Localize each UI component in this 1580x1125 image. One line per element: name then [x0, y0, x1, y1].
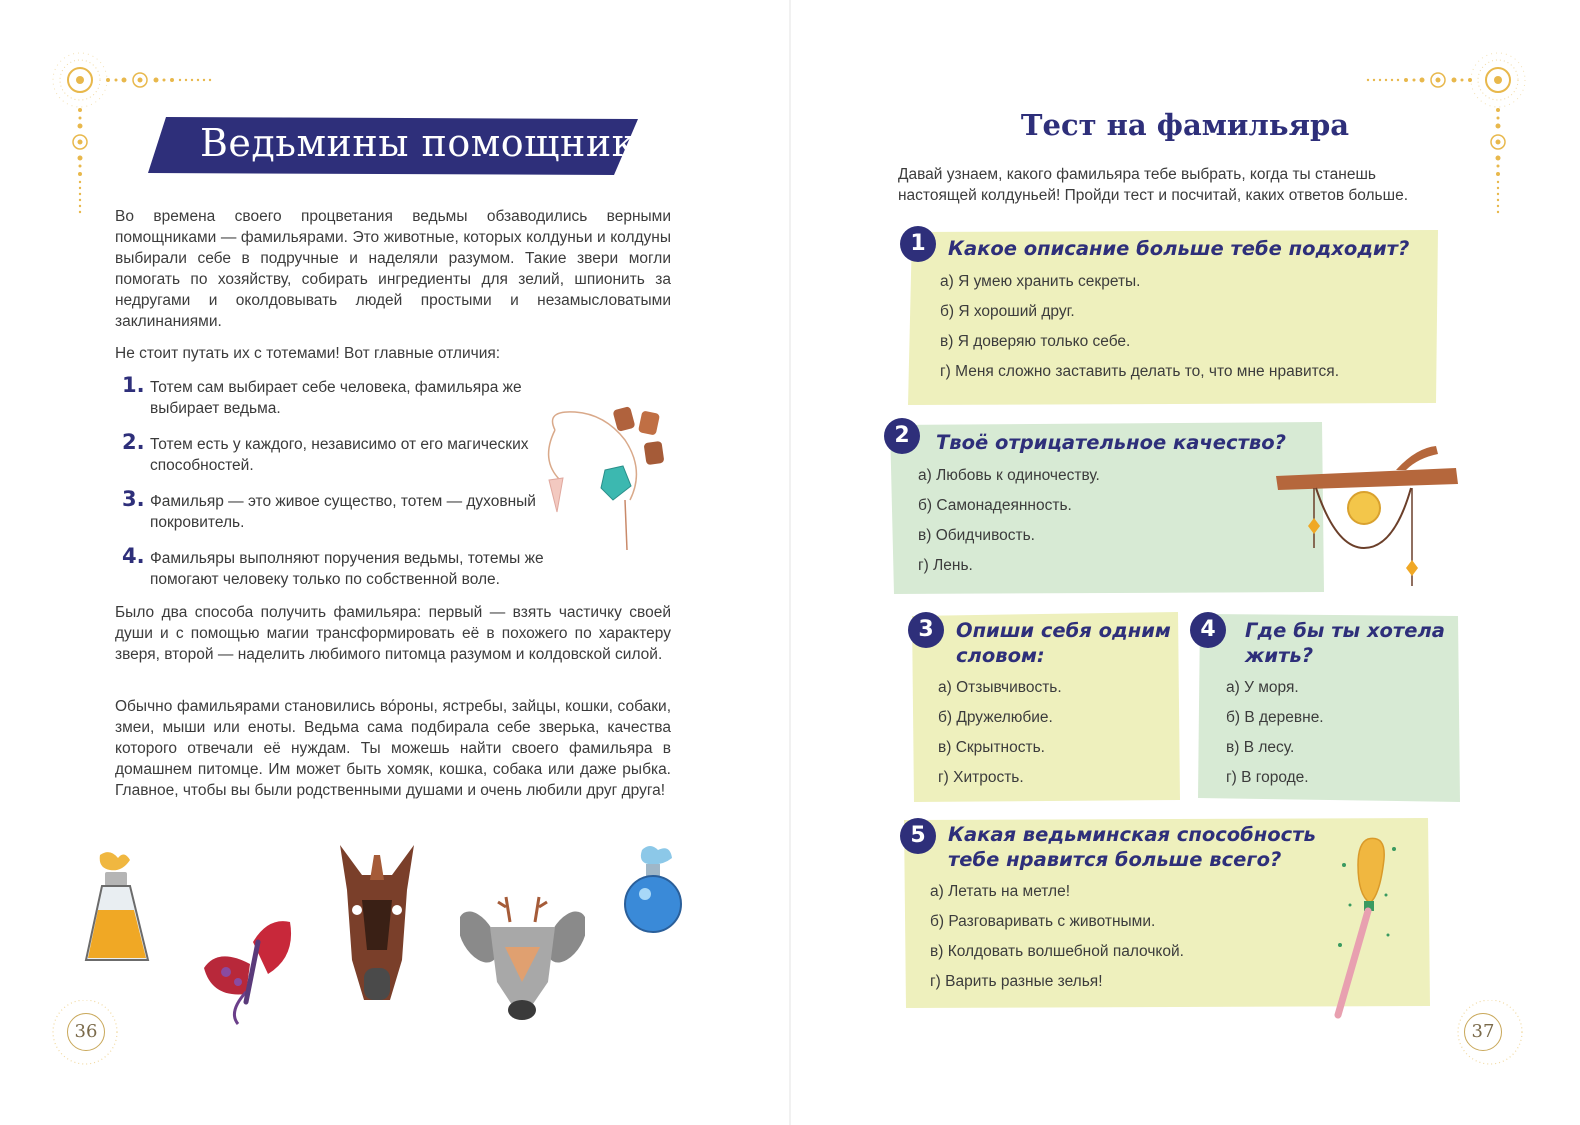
list-item-text: Фамильяр — это живое существо, тотем — духовный покровитель. — [150, 493, 536, 531]
question-1-number: 1 — [900, 226, 936, 262]
question-2 — [890, 422, 1324, 594]
list-item — [122, 544, 562, 590]
answer-option: а) Я умею хранить секреты. — [940, 273, 1141, 290]
answer-option: в) Колдовать волшебной палочкой. — [930, 943, 1184, 960]
answer-option: б) Я хороший друг. — [940, 303, 1075, 320]
list-item-number: 3. — [122, 487, 145, 511]
broom-icon — [1330, 835, 1400, 1020]
branch-amulet-illustration — [1276, 438, 1458, 588]
potion-bottle-icon — [80, 850, 155, 968]
answer-option: а) У моря. — [1226, 679, 1299, 696]
answer-option: г) Варить разные зелья! — [930, 973, 1103, 990]
answer-option: б) В деревне. — [1226, 709, 1324, 726]
answer-option: в) Обидчивость. — [918, 527, 1035, 544]
question-3-answers — [938, 673, 1062, 793]
lead-paragraph — [115, 343, 671, 364]
answer-option: г) Лень. — [918, 557, 973, 574]
section-title: Ведьмины помощники — [200, 121, 662, 165]
question-1 — [908, 230, 1440, 405]
quiz-title: Тест на фамильяра — [1020, 108, 1350, 142]
question-5-number: 5 — [900, 818, 936, 854]
blue-potion-icon — [612, 842, 692, 937]
section-banner — [148, 117, 662, 175]
right-page — [790, 0, 1580, 1125]
question-4-number: 4 — [1190, 612, 1226, 648]
question-4-title: Где бы ты хотела жить? — [1245, 619, 1445, 667]
differences-list — [122, 373, 562, 605]
ways-paragraph — [115, 602, 671, 665]
quiz-intro: Давай узнаем, какого фамильяра тебе выбрать, когда ты станешь настоящей колдуньей! Пройди тест и посчитай, каких ответов больше. — [898, 166, 1408, 204]
list-item-number: 1. — [122, 373, 145, 397]
answer-option: а) Летать на метле! — [930, 883, 1071, 900]
answer-option: б) Разговаривать с животными. — [930, 913, 1156, 930]
question-5-answers — [930, 877, 1184, 997]
list-item — [122, 430, 562, 476]
animals-paragraph — [115, 696, 671, 801]
animals-text: Обычно фамильярами становились во́роны, ястребы, зайцы, кошки, собаки, змеи, мыши или еноты. Ведьма сама подбирала себе зверька, качества которого отвечали её нуждам. Ты можешь найти своего фамильяра в домашнем питомце. Им может быть хомяк, кошка, собака или даже рыбка. Главное, чтобы вы были родственными душами и очень любили друг друга! — [115, 698, 671, 799]
answer-option: в) Я доверяю только себе. — [940, 333, 1131, 350]
question-2-number: 2 — [884, 418, 920, 454]
answer-option: б) Дружелюбие. — [938, 709, 1053, 726]
question-1-answers — [940, 267, 1339, 387]
answer-option: б) Самонадеянность. — [918, 497, 1072, 514]
intro-text: Во времена своего процветания ведьмы обзаводились верными помощниками — фамильярами. Это животные, которых колдуньи и колдуны выбирали себе в подручные и наделяли разумом. Такие звери могли помогать по хозяйству, собирать ингредиенты для зелий, шпионить за недругами и околдовывать людей простыми и незамысловатыми заклинаниями. — [115, 208, 671, 330]
answer-option: г) Хитрость. — [938, 769, 1024, 786]
amulet-runes-illustration — [535, 400, 680, 560]
list-item-text: Фамильяры выполняют поручения ведьмы, тотемы же помогают человеку только по собственной воле. — [150, 550, 544, 588]
question-3 — [912, 612, 1180, 802]
answer-option: а) Любовь к одиночеству. — [918, 467, 1100, 484]
question-2-title: Твоё отрицательное качество? — [936, 431, 1286, 454]
answer-option: в) Скрытность. — [938, 739, 1045, 756]
list-item-text: Тотем сам выбирает себе человека, фамильяра же выбирает ведьма. — [150, 379, 522, 417]
list-item-text: Тотем есть у каждого, независимо от его магических способностей. — [150, 436, 529, 474]
question-5-title: Какая ведьминская способность тебе нравится больше всего? — [948, 823, 1316, 871]
lead-text: Не стоит путать их с тотемами! Вот главные отличия: — [115, 345, 501, 362]
question-1-title: Какое описание больше тебе подходит? — [948, 237, 1410, 260]
horse-mask-icon — [332, 840, 422, 1005]
question-4 — [1198, 612, 1460, 802]
deer-mask-icon — [460, 892, 585, 1027]
answer-option: г) В городе. — [1226, 769, 1309, 786]
question-2-answers — [918, 461, 1100, 581]
answer-option: в) В лесу. — [1226, 739, 1295, 756]
list-item — [122, 487, 562, 533]
question-4-answers — [1226, 673, 1324, 793]
list-item — [122, 373, 562, 419]
page-number: 36 — [67, 1013, 105, 1051]
list-item-number: 2. — [122, 430, 145, 454]
intro-paragraph — [115, 206, 671, 332]
question-3-title: Опиши себя одним словом: — [956, 619, 1171, 667]
ways-text: Было два способа получить фамильяра: первый — взять частичку своей души и с помощью магии трансформировать её в похожего по характеру зверя, второй — наделить любимого питомца разумом и колдовской силой. — [115, 604, 671, 663]
page-number: 37 — [1464, 1013, 1502, 1051]
answer-option: а) Отзывчивость. — [938, 679, 1062, 696]
list-item-number: 4. — [122, 544, 145, 568]
butterfly-icon — [198, 912, 298, 1030]
question-3-number: 3 — [908, 612, 944, 648]
answer-option: г) Меня сложно заставить делать то, что мне нравится. — [940, 363, 1340, 380]
